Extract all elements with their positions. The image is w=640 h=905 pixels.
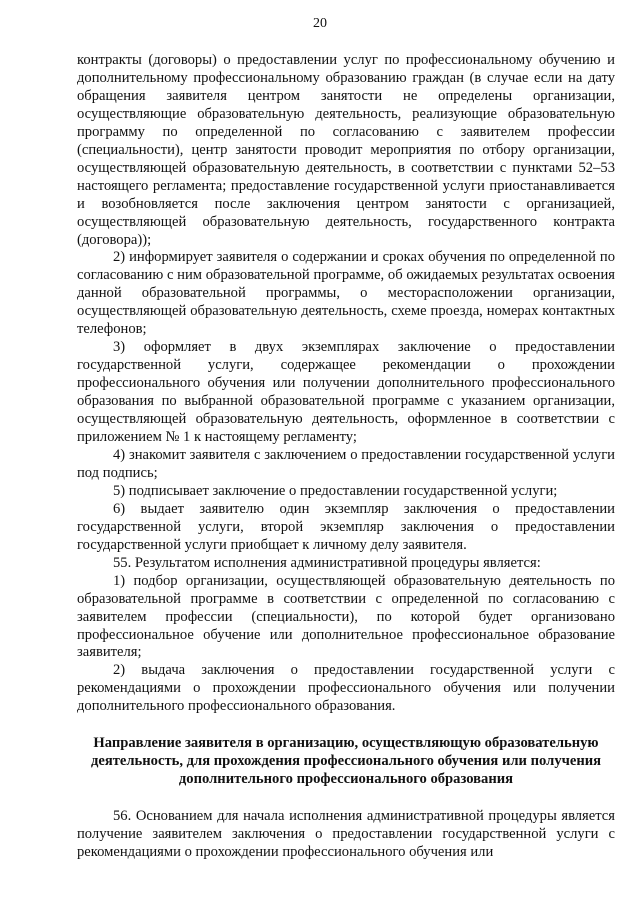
paragraph-item-5-signs: 5) подписывает заключение о предоставлении государственной услуги; [113,482,558,499]
paragraph-result-item-1: 1) подбор организации, осуществляющей образовательную деятельность по образовательной программе в соответствии с определенной по согласованию с заявителем профессии (специальности), по которой будет организовано профессиональное обучение или дополнительное профессиональное образование заявителя; [77,572,615,661]
paragraph-55-result: 55. Результатом исполнения административной процедуры является: [113,554,541,571]
paragraph-item-2-informs: 2) информирует заявителя о содержании и сроках обучения по определенной по согласованию с ним образовательной программе, об ожидаемых результатах освоения данной образовательной программы, о месторасположении организации, осуществляющей образовательную деятельность, схеме проезда, номерах контактных телефонов; [77,249,615,338]
paragraph-item-4-acquaints: 4) знакомит заявителя с заключением о предоставлении государственной услуги под подпись; [77,446,615,481]
document-body [77,52,615,862]
page-number: 20 [313,16,327,31]
section-heading: Направление заявителя в организацию, осуществляющую образовательную деятельность, для прохождения профессионального обучения или получения дополнительного профессионального образования [90,735,602,788]
paragraph-item-6-issues: 6) выдает заявителю один экземпляр заключения о предоставлении государственной услуги, второй экземпляр заключения о предоставлении государственной услуги приобщает к личному делу заявителя. [77,500,615,553]
paragraph-result-item-2: 2) выдача заключения о предоставлении государственной услуги с рекомендациями о прохождении профессионального обучения или получении дополнительного профессионального образования. [77,662,615,715]
paragraph-56-basis: 56. Основанием для начала исполнения административной процедуры является получение заявителем заключения о предоставлении государственной услуги с рекомендациями о прохождении профессионального обучения или [77,808,615,861]
paragraph-item-3-drafts-conclusion: 3) оформляет в двух экземплярах заключение о предоставлении государственной услуги, содержащее рекомендации о прохождении профессионального обучения или получении дополнительного профессионального образования по выбранной образовательной программе с указанием организации, осуществляющей образовательную деятельность, оформленное в соответствии с приложением № 1 к настоящему регламенту; [77,339,615,446]
paragraph-contracts-continuation: контракты (договоры) о предоставлении услуг по профессиональному обучению и дополнительному профессиональному образованию граждан (в случае если на дату обращения заявителя центром занятости не определены организации, осуществляющие образовательную деятельность, реализующие образовательную программу по определенной по согласованию с заявителем профессии (специальности), центр занятости проводит мероприятия по отбору организации, осуществляющей образовательную деятельность, в соответствии с пунктами 52–53 настоящего регламента; предоставление государственной услуги приостанавливается и возобновляется после заключения центром занятости с организацией, осуществляющей образовательную деятельность, государственного контракта (договора)); [77,52,615,248]
